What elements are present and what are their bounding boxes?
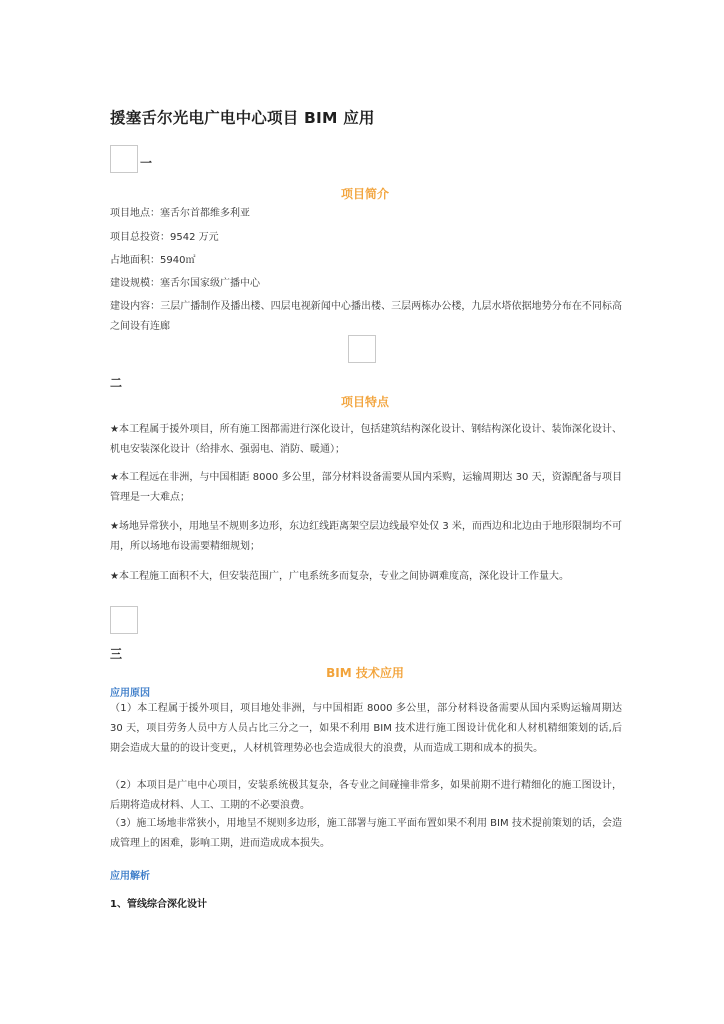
item-heading: 1、管线综合深化设计 [110, 899, 207, 910]
feature-paragraph: ★本工程施工面积不大，但安装范围广，广电系统多而复杂，专业之间协调难度高，深化设计工作量大。 [110, 571, 569, 582]
section-title: 项目特点 [340, 395, 389, 409]
image-placeholder [348, 335, 376, 363]
subsection-heading: 应用原因 [110, 688, 150, 699]
feature-paragraph: ★本工程属于援外项目，所有施工图都需进行深化设计，包括建筑结构深化设计、钢结构深化设计、装饰深化设计、机电安装深化设计（给排水、强弱电、消防、暖通）； [110, 424, 622, 455]
info-line: 项目总投资：9542 万元 [110, 232, 219, 243]
image-placeholder [110, 145, 138, 173]
subsection-heading: 应用解析 [110, 871, 150, 882]
reason-paragraph: （1）本工程属于援外项目，项目地处非洲，与中国相距 8000 多公里，部分材料设备需要从国内采购运输周期达 30 天，项目劳务人员中方人员占比三分之一，如果不利用 BIM 技术进行施工图设计优化和人材机精细策划的话,后期会造成大量的的设计变更,，人材机管理势必也会造成很大的浪费，从而造成工期和成本的损失。 [110, 703, 622, 754]
section-title: 项目简介 [340, 187, 389, 201]
info-line: 项目地点：塞舌尔首都维多利亚 [110, 208, 250, 219]
info-paragraph: 建设内容：三层广播制作及播出楼、四层电视新闻中心播出楼、三层两栋办公楼，九层水塔依据地势分布在不同标高之间设有连廊 [110, 301, 622, 332]
info-line: 建设规模：塞舌尔国家级广播中心 [110, 278, 260, 289]
info-line: 占地面积：5940㎡ [110, 255, 196, 266]
section-number: 二 [110, 376, 123, 390]
section-number: 三 [110, 647, 123, 661]
feature-paragraph: ★场地异常狭小，用地呈不规则多边形，东边红线距离架空层边线最窄处仅 3 米，而西边和北边由于地形限制均不可用，所以场地布设需要精细规划； [110, 521, 622, 552]
reason-paragraph: （2）本项目是广电中心项目，安装系统极其复杂，各专业之间碰撞非常多，如果前期不进行精细化的施工图设计，后期将造成材料、人工、工期的不必要浪费。 [110, 780, 622, 811]
section-number: 一 [140, 156, 153, 170]
reason-paragraph: （3）施工场地非常狭小，用地呈不规则多边形，施工部署与施工平面布置如果不利用 BIM 技术提前策划的话，会造成管理上的困难，影响工期，进而造成成本损失。 [110, 818, 622, 849]
section-title: BIM 技术应用 [326, 666, 404, 680]
document-title: 援塞舌尔光电广电中心项目 BIM 应用 [110, 109, 375, 127]
feature-paragraph: ★本工程远在非洲，与中国相距 8000 多公里，部分材料设备需要从国内采购，运输周期达 30 天，资源配备与项目管理是一大难点； [110, 472, 622, 503]
image-placeholder [110, 606, 138, 634]
